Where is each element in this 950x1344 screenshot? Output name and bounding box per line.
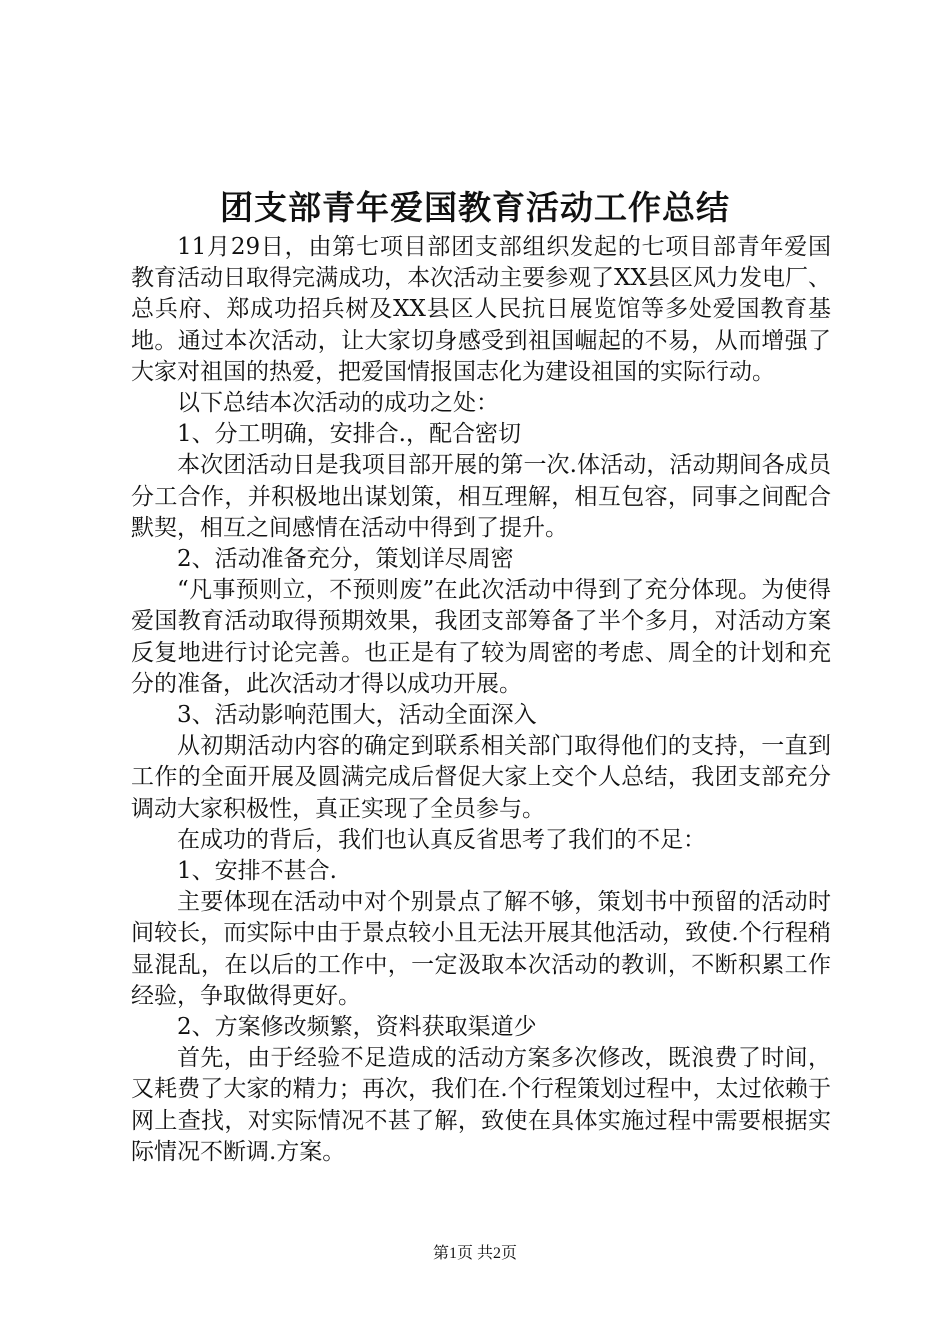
paragraph-success-2: “凡事预则立，不预则废”在此次活动中得到了充分体现。为使得爱国教育活动取得预期效果，我团支部筹备了半个多月，对活动方案反复地进行讨论完善。也正是有了较为周密的考虑、周全的计划和充分的准备，此次活动才得以成功开展。 [131,577,831,697]
paragraph-success-3: 从初期活动内容的确定到联系相关部门取得他们的支持，一直到工作的全面开展及圆满完成后督促大家上交个人总结，我团支部充分调动大家积极性，真正实现了全员参与。 [131,733,831,822]
document-body [131,232,831,1168]
paragraph-shortcomings-lead: 在成功的背后，我们也认真反省思考了我们的不足： [177,826,706,853]
paragraph-success-lead: 以下总结本次活动的成功之处： [177,390,499,417]
heading-success-1: 1、分工明确，安排合.，配合密切 [177,421,521,448]
heading-success-2: 2、活动准备充分，策划详尽周密 [177,546,514,573]
heading-shortcoming-1: 1、安排不甚合. [177,858,337,885]
document-title: 团支部青年爱国教育活动工作总结 [220,188,730,227]
paragraph-shortcoming-1: 主要体现在活动中对个别景点了解不够，策划书中预留的活动时间较长，而实际中由于景点较小且无法开展其他活动，致使.个行程稍显混乱，在以后的工作中，一定汲取本次活动的教训，不断积累工作经验，争取做得更好。 [131,889,831,1009]
page-footer: 第1页 共2页 [432,1245,517,1262]
heading-success-3: 3、活动影响范围大，活动全面深入 [177,702,537,729]
paragraph-success-1: 本次团活动日是我项目部开展的第一次.体活动，活动期间各成员分工合作，并积极地出谋划策，相互理解，相互包容，同事之间配合默契，相互之间感情在活动中得到了提升。 [131,452,831,541]
paragraph-intro: 11月29日，由第七项目部团支部组织发起的七项目部青年爱国教育活动日取得完满成功，本次活动主要参观了XX县区风力发电厂、总兵府、郑成功招兵树及XX县区人民抗日展览馆等多处爱国教育基地。通过本次活动，让大家切身感受到祖国崛起的不易，从而增强了大家对祖国的热爱，把爱国情报国志化为建设祖国的实际行动。 [131,234,831,385]
heading-shortcoming-2: 2、方案修改频繁，资料获取渠道少 [177,1014,537,1041]
paragraph-shortcoming-2: 首先，由于经验不足造成的活动方案多次修改，既浪费了时间，又耗费了大家的精力；再次，我们在.个行程策划过程中，太过依赖于网上查找，对实际情况不甚了解，致使在具体实施过程中需要根据实际情况不断调.方案。 [131,1045,831,1165]
